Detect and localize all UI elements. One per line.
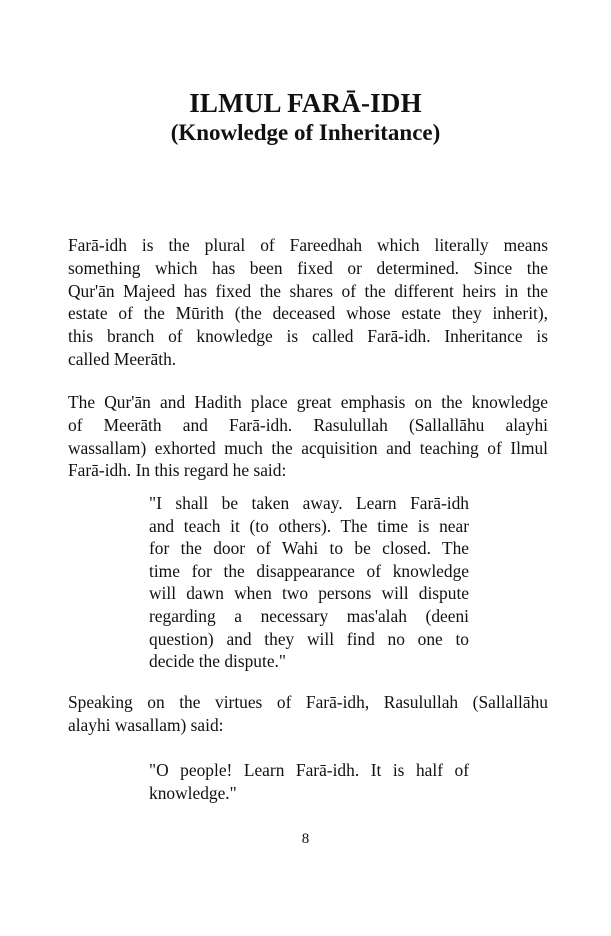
text-line: this branch of knowledge is called Farā-idh. Inheritance is <box>68 326 548 347</box>
page-title: ILMUL FARĀ-IDH <box>189 88 422 118</box>
quote-line: will dawn when two persons will dispute <box>149 583 469 604</box>
paragraph-virtues <box>68 691 548 737</box>
text-line: something which has been fixed or determined. Since the <box>68 257 548 278</box>
quote-line: "O people! Learn Farā-idh. It is half of <box>149 760 469 780</box>
paragraph-emphasis <box>68 391 548 482</box>
text-line: Farā-idh. In this regard he said: <box>68 460 287 481</box>
quote-line: time for the disappearance of knowledge <box>149 560 469 581</box>
quote-line: "I shall be taken away. Learn Farā-idh <box>149 493 469 513</box>
text-line: Farā-idh is the plural of Fareedhah which literally means <box>68 235 548 255</box>
text-line: Qur'ān Majeed has fixed the shares of the different heirs in the <box>68 280 548 301</box>
quote-line: and teach it (to others). The time is near <box>149 515 469 536</box>
text-line: alayhi wasallam) said: <box>68 714 224 735</box>
quote-line: question) and they will find no one to <box>149 628 469 649</box>
hadith-quote-second <box>149 759 469 804</box>
quote-line: regarding a necessary mas'alah (deeni <box>149 605 469 626</box>
text-line: estate of the Mūrith (the deceased whose estate they inherit), <box>68 303 548 324</box>
text-line: The Qur'ān and Hadith place great emphasis on the knowledge <box>68 392 548 412</box>
paragraph-definition <box>68 234 548 371</box>
quote-line: knowledge." <box>149 782 237 803</box>
page-subtitle: (Knowledge of Inheritance) <box>170 120 441 145</box>
hadith-quote-first <box>149 492 469 673</box>
page-number: 8 <box>301 831 310 847</box>
text-line: Speaking on the virtues of Farā-idh, Rasulullah (Sallallāhu <box>68 692 548 712</box>
text-line: wassallam) exhorted much the acquisition and teaching of Ilmul <box>68 437 548 458</box>
text-line: called Meerāth. <box>68 348 177 369</box>
text-line: of Meerāth and Farā-idh. Rasulullah (Sallallāhu alayhi <box>68 414 548 435</box>
quote-line: for the door of Wahi to be closed. The <box>149 538 469 559</box>
quote-line: decide the dispute." <box>149 651 287 672</box>
